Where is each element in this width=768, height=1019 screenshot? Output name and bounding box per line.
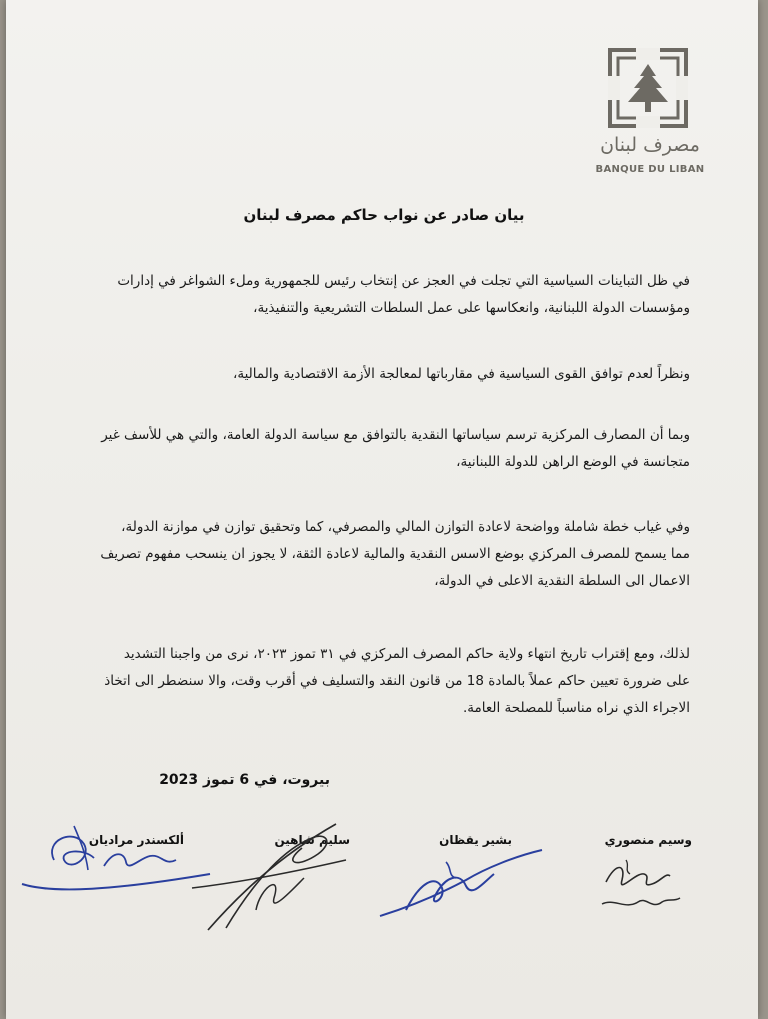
statement-title: بيان صادر عن نواب حاكم مصرف لبنان xyxy=(243,206,525,224)
signatory-name-2: بشير يقظان xyxy=(439,833,512,847)
paragraph-2 xyxy=(70,361,690,388)
paragraph-1 xyxy=(70,268,690,322)
text-line: ونظراً لعدم توافق القوى السياسية في مقارباتها لمعالجة الأزمة الاقتصادية والمالية، xyxy=(233,366,690,382)
bank-name-arabic: مصرف لبنان xyxy=(600,134,700,156)
cedar-logo-icon xyxy=(608,48,688,128)
text-line: على ضرورة تعيين حاكم عملاً بالمادة 18 من قانون النقد والتسليف في أقرب وقت، والا سنضطر الى اتخاذ xyxy=(104,673,690,689)
signature-1 xyxy=(596,852,686,922)
bank-name-french: BANQUE DU LIBAN xyxy=(595,164,705,175)
text-line: في ظل التباينات السياسية التي تجلت في العجز عن إنتخاب رئيس للجمهورية وملء الشواغر في إدارات xyxy=(117,273,690,289)
signature-2 xyxy=(376,838,546,928)
paragraph-4 xyxy=(70,514,690,595)
signature-4 xyxy=(14,820,214,900)
text-line: لذلك، ومع إقتراب تاريخ انتهاء ولاية حاكم المصرف المركزي في ٣١ تموز ٢٠٢٣، نرى من واجبنا التشديد xyxy=(123,646,690,662)
text-line: مما يسمح للمصرف المركزي بوضع الاسس النقدية والمالية لاعادة الثقة، لا يجوز ان ينسحب مفهوم تصريف xyxy=(100,546,690,562)
paragraph-3 xyxy=(70,422,690,476)
signatory-name-4: ألكسندر مراديان xyxy=(88,833,184,847)
text-line: وبما أن المصارف المركزية ترسم سياساتها النقدية بالتوافق مع سياسة الدولة العامة، والتي هي للأسف غير xyxy=(101,427,690,443)
date-line: بيروت، في 6 تموز 2023 xyxy=(159,772,330,788)
signatory-name-1: وسيم منصوري xyxy=(604,833,692,847)
paragraph-5 xyxy=(70,641,690,722)
signatory-name-3: سليم شاهين xyxy=(274,833,350,847)
text-line: متجانسة في الوضع الراهن للدولة اللبنانية، xyxy=(456,454,690,470)
text-line: الاعمال الى السلطة النقدية الاعلى في الدولة، xyxy=(434,573,690,589)
text-line: ومؤسسات الدولة اللبنانية، وانعكاسها على عمل السلطات التشريعية والتنفيذية، xyxy=(253,300,690,316)
text-line: وفي غياب خطة شاملة وواضحة لاعادة التوازن المالي والمصرفي، كما وتحقيق توازن في موازنة الدولة، xyxy=(121,519,690,535)
text-line: الاجراء الذي نراه مناسباً للمصلحة العامة. xyxy=(462,700,690,716)
